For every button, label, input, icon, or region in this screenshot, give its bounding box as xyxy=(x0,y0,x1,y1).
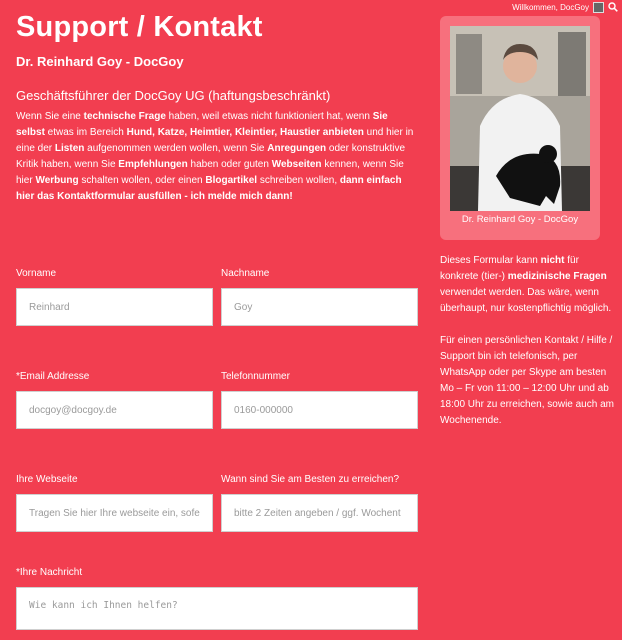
email-input[interactable]: docgoy@docgoy.de xyxy=(16,391,213,429)
user-avatar[interactable] xyxy=(593,2,604,13)
firstname-input[interactable]: Reinhard xyxy=(16,288,213,326)
email-label: *Email Addresse xyxy=(16,371,90,382)
search-icon[interactable] xyxy=(608,2,618,12)
phone-input[interactable]: 0160-000000 xyxy=(221,391,418,429)
lastname-field xyxy=(221,268,418,326)
phone-field xyxy=(221,371,418,429)
contact-hours-paragraph: Für einen persönlichen Kontakt / Hilfe / Support bin ich telefonisch, per WhatsApp oder per Skype am besten Mo – Fr von 11:00 – 12:00 Uhr und ab 18:00 Uhr zu erreichen, sowie auch am Wochenende. xyxy=(440,335,614,426)
intro-text: Wenn Sie eine technische Frage haben, weil etwas nicht funktioniert hat, wenn Sie selbst etwas im Bereich Hund, Katze, Heimtier, Kleintier, Haustier anbieten und hier in eine der Listen aufgenommen werden wollen, wenn Sie Anregungen oder konstruktive Kritik haben, wenn Sie Empfehlungen haben oder guten Webseiten kennen, wenn Sie hier Werbung schalten wollen, oder einen Blogartikel schreiben wollen, dann einfach hier das Kontaktformular ausfüllen - ich melde mich dann! xyxy=(16,111,414,202)
phone-label: Telefonnummer xyxy=(221,371,290,382)
sidebar xyxy=(440,16,614,429)
reach-time-field xyxy=(221,474,418,532)
website-input[interactable]: Tragen Sie hier Ihre webseite ein, sofe xyxy=(16,494,213,532)
lastname-label: Nachname xyxy=(221,268,270,279)
page-title: Support / Kontakt xyxy=(16,11,263,43)
firstname-field xyxy=(16,268,213,326)
firstname-label: Vorname xyxy=(16,268,57,279)
welcome-text[interactable]: Willkommen, DocGoy xyxy=(512,2,589,12)
sidebar-notice xyxy=(440,253,618,429)
profile-card xyxy=(440,16,600,240)
message-label: *Ihre Nachricht xyxy=(16,567,83,578)
reach-time-input[interactable]: bitte 2 Zeiten angeben / ggf. Wochent xyxy=(221,494,418,532)
message-field xyxy=(16,567,418,630)
reach-time-label: Wann sind Sie am Besten zu erreichen? xyxy=(221,474,400,485)
email-field xyxy=(16,371,213,429)
message-textarea[interactable]: Wie kann ich Ihnen helfen? xyxy=(16,587,418,630)
website-field xyxy=(16,474,213,532)
website-label: Ihre Webseite xyxy=(16,474,78,485)
profile-photo xyxy=(450,26,590,211)
page-subtitle: Dr. Reinhard Goy - DocGoy xyxy=(16,54,184,69)
admin-topbar xyxy=(512,0,622,14)
photo-caption: Dr. Reinhard Goy - DocGoy xyxy=(461,214,579,225)
contact-header xyxy=(16,10,426,205)
role-line: Geschäftsführer der DocGoy UG (haftungsbeschränkt) xyxy=(16,88,331,103)
lastname-input[interactable]: Goy xyxy=(221,288,418,326)
notice-paragraph: Dieses Formular kann nicht für konkrete (tier-) medizinische Fragen verwendet werden. Das wäre, wenn überhaupt, nur kostenpflichtig möglich. xyxy=(440,255,612,314)
